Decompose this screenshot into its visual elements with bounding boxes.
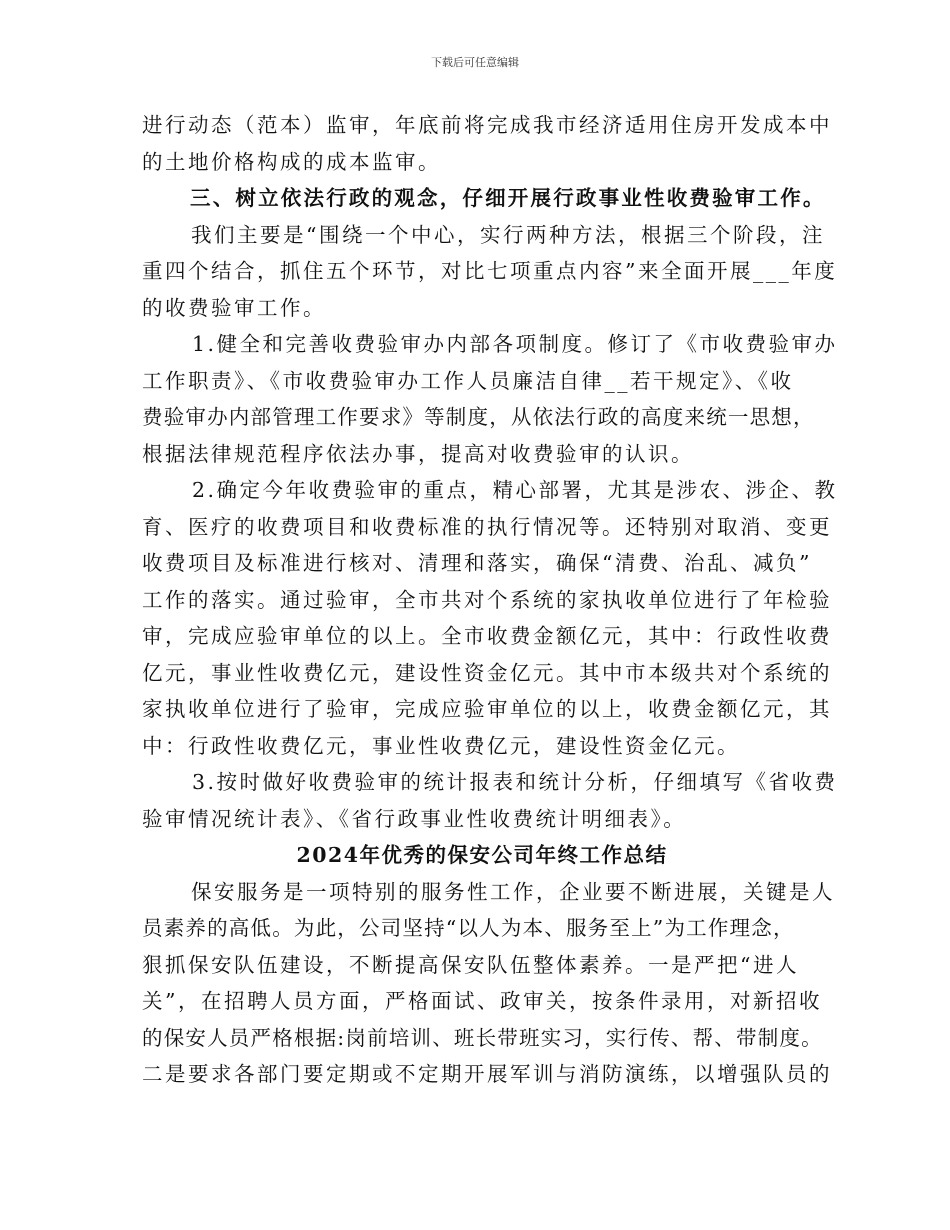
document-title: 2024年优秀的保安公司年终工作总结 bbox=[296, 843, 668, 867]
body-line: 根据法律规范程序依法办事，提高对收费验审的认识。 bbox=[142, 441, 694, 466]
body-line: 家执收单位进行了验审，完成应验审单位的以上，收费金额亿元，其 bbox=[142, 697, 832, 721]
numbered-item: 3.按时做好收费验审的统计报表和统计分析，仔细填写《省收费 bbox=[192, 770, 838, 794]
paragraph-start: 保安服务是一项特别的服务性工作，企业要不断进展，关键是人 bbox=[191, 879, 835, 904]
body-line: 费验审办内部管理工作要求》等制度，从依法行政的高度来统一思想， bbox=[142, 405, 815, 429]
body-line: 二是要求各部门要定期或不定期开展军训与消防演练，以增强队员的 bbox=[142, 1062, 832, 1086]
section-heading: 三、树立依法行政的观念，仔细开展行政事业性收费验审工作。 bbox=[190, 186, 826, 210]
body-line: 的土地价格构成的成本监审。 bbox=[142, 149, 441, 174]
body-line: 中：行政性收费亿元，事业性收费亿元，建设性资金亿元。 bbox=[142, 733, 740, 758]
body-line: 育、医疗的收费项目和收费标准的执行情况等。还特别对取消、变更 bbox=[142, 514, 832, 539]
body-line: 重四个结合，抓住五个环节，对比七项重点内容”来全面开展___年度 bbox=[142, 259, 838, 283]
paragraph-start: 我们主要是“围绕一个中心，实行两种方法，根据三个阶段，注 bbox=[191, 222, 825, 247]
numbered-item: 2.确定今年收费验审的重点，精心部署，尤其是涉农、涉企、教 bbox=[192, 478, 838, 502]
body-line: 亿元，事业性收费亿元，建设性资金亿元。其中市本级共对个系统的 bbox=[142, 660, 832, 685]
document-body bbox=[142, 107, 838, 1093]
numbered-item: 1.健全和完善收费验审办内部各项制度。修订了《市收费验审办 bbox=[192, 332, 838, 356]
body-line: 员素养的高低。为此，公司坚持“以人为本、服务至上”为工作理念， bbox=[142, 916, 795, 940]
body-line: 审，完成应验审单位的以上。全市收费金额亿元，其中：行政性收费 bbox=[142, 624, 832, 648]
body-line: 工作职责》、《市收费验审办工作人员廉洁自律__若干规定》、《收 bbox=[142, 368, 794, 393]
body-line: 进行动态（范本）监审，年底前将完成我市经济适用住房开发成本中 bbox=[142, 113, 832, 137]
body-line: 收费项目及标准进行核对、清理和落实，确保“清费、治乱、减负” bbox=[142, 551, 812, 575]
body-line: 工作的落实。通过验审，全市共对个系统的家执收单位进行了年检验 bbox=[142, 587, 832, 612]
body-line: 验审情况统计表》、《省行政事业性收费统计明细表》。 bbox=[142, 806, 687, 831]
body-line: 关”，在招聘人员方面，严格面试、政审关，按条件录用，对新招收 bbox=[142, 989, 822, 1013]
page-header: 下载后可任意编辑 bbox=[431, 56, 519, 69]
body-line: 狠抓保安队伍建设，不断提高保安队伍整体素养。一是严把“进人 bbox=[142, 952, 799, 977]
body-line: 的收费验审工作。 bbox=[142, 295, 326, 320]
body-line: 的保安人员严格根据:岗前培训、班长带班实习，实行传、帮、带制度。 bbox=[142, 1025, 823, 1050]
